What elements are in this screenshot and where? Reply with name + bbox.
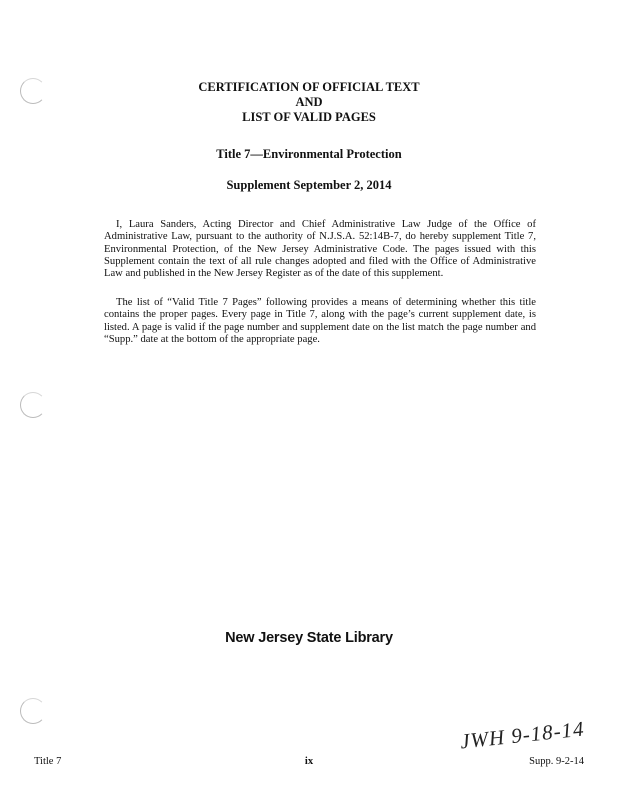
page-title (0, 80, 618, 125)
handwritten-initials-date: JWH 9-18-14 (459, 716, 586, 754)
title-line-1: CERTIFICATION OF OFFICIAL TEXT (198, 80, 420, 94)
punch-hole-mark-bottom (20, 698, 46, 724)
title-line-3: LIST OF VALID PAGES (242, 110, 376, 124)
valid-pages-paragraph: The list of “Valid Title 7 Pages” following provides a means of determining whether this title contains the proper pages. Every page in Title 7, along with the page’s current supplement date, is listed. A page is valid if the page number and supplement date on the list match the page number and “Supp.” date at the bottom of the appropriate page. (104, 297, 536, 345)
subtitle: Title 7—Environmental Protection (216, 147, 402, 161)
footer-page-number: ix (304, 756, 314, 767)
footer-supplement: Supp. 9-2-14 (529, 756, 584, 767)
title-line-2: AND (295, 95, 323, 109)
supplement-date-heading: Supplement September 2, 2014 (226, 178, 392, 192)
library-stamp: New Jersey State Library (225, 630, 393, 646)
punch-hole-mark-middle (20, 392, 46, 418)
footer-title: Title 7 (34, 756, 62, 767)
certification-paragraph: I, Laura Sanders, Acting Director and Chief Administrative Law Judge of the Office of Administrative Law, pursuant to the authority of N.J.S.A. 52:14B-7, do hereby supplement Title 7, Environmental Protection, of the New Jersey Administrative Code. The pages issued with this Supplement contain the text of all rule changes adopted and filed with the Office of Administrative Law and published in the New Jersey Register as of the date of this supplement. (104, 219, 536, 280)
